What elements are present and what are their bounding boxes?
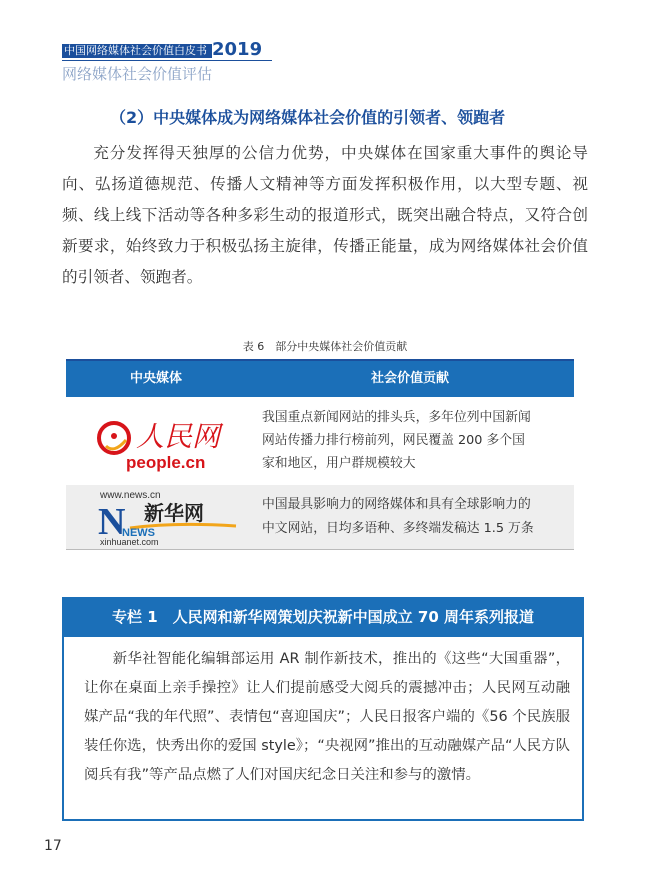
xinhua-logo-en: NEWS: [122, 527, 155, 539]
header-subtitle: 网络媒体社会价值评估: [62, 65, 213, 83]
table-caption: 表 6 部分中央媒体社会价值贡献: [242, 340, 408, 353]
page-number: 17: [44, 838, 62, 854]
section-heading: （2）中央媒体成为网络媒体社会价值的引领者、领跑者: [110, 108, 506, 127]
table-cell-line: 网站传播力排行榜前列，网民覆盖 200 多个国: [262, 433, 525, 448]
people-cn-logo-cn: 人民网: [136, 420, 221, 453]
column-box-text: 新华社智能化编辑部运用 AR 制作新技术，推出的《这些“大国重器”，让你在桌面上亲手操控》让人们提前感受大阅兵的震撼冲击；人民网互动融媒产品“我的年代照”、表情包“喜迎国庆”；人民日报客户端的《56 个民族服装任你选，快秀出你的爱国 style》；“央视网”推出的互动融媒产品“人民方队阅兵有我”等产品点燃了人们对国庆纪念日关注和参与的激情。: [84, 651, 570, 783]
table-header-contribution: 社会价值贡献: [370, 371, 449, 386]
table-bottom-rule: [66, 549, 574, 550]
xinhua-logo-bottom-url: xinhuanet.com: [100, 537, 159, 546]
header-year: 2019: [212, 39, 263, 60]
column-box-title: 专栏 1 人民网和新华网策划庆祝新中国成立 70 周年系列报道: [112, 608, 534, 626]
table-cell-line: 家和地区，用户群规模较大: [262, 456, 416, 471]
xinhua-logo-url: www.news.cn: [100, 490, 161, 501]
people-cn-logo: [96, 416, 246, 472]
header-series-title: 中国网络媒体社会价值白皮书: [64, 44, 207, 57]
table-cell-line: 中国最具影响力的网络媒体和具有全球影响力的: [262, 497, 531, 512]
table-cell-line: 中文网站，日均多语种、多终端发稿达 1.5 万条: [262, 521, 534, 536]
section-paragraph: 充分发挥得天独厚的公信力优势，中央媒体在国家重大事件的舆论导向、弘扬道德规范、传播人文精神等方面发挥积极作用，以大型专题、视频、线上线下活动等各种多彩生动的报道形式，既突出融合特点，又符合创新要求，始终致力于积极弘扬主旋律，传播正能量，成为网络媒体社会价值的引领者、领跑者。: [62, 144, 588, 286]
table-header-media: 中央媒体: [129, 371, 182, 386]
people-cn-logo-en: people.cn: [126, 453, 206, 472]
xinhua-logo-cn: 新华网: [144, 501, 204, 525]
xinhua-logo: [96, 488, 246, 546]
svg-text:N: N: [98, 501, 126, 543]
table-cell-line: 我国重点新闻网站的排头兵，多年位列中国新闻: [262, 410, 531, 425]
header-divider: [62, 60, 272, 61]
